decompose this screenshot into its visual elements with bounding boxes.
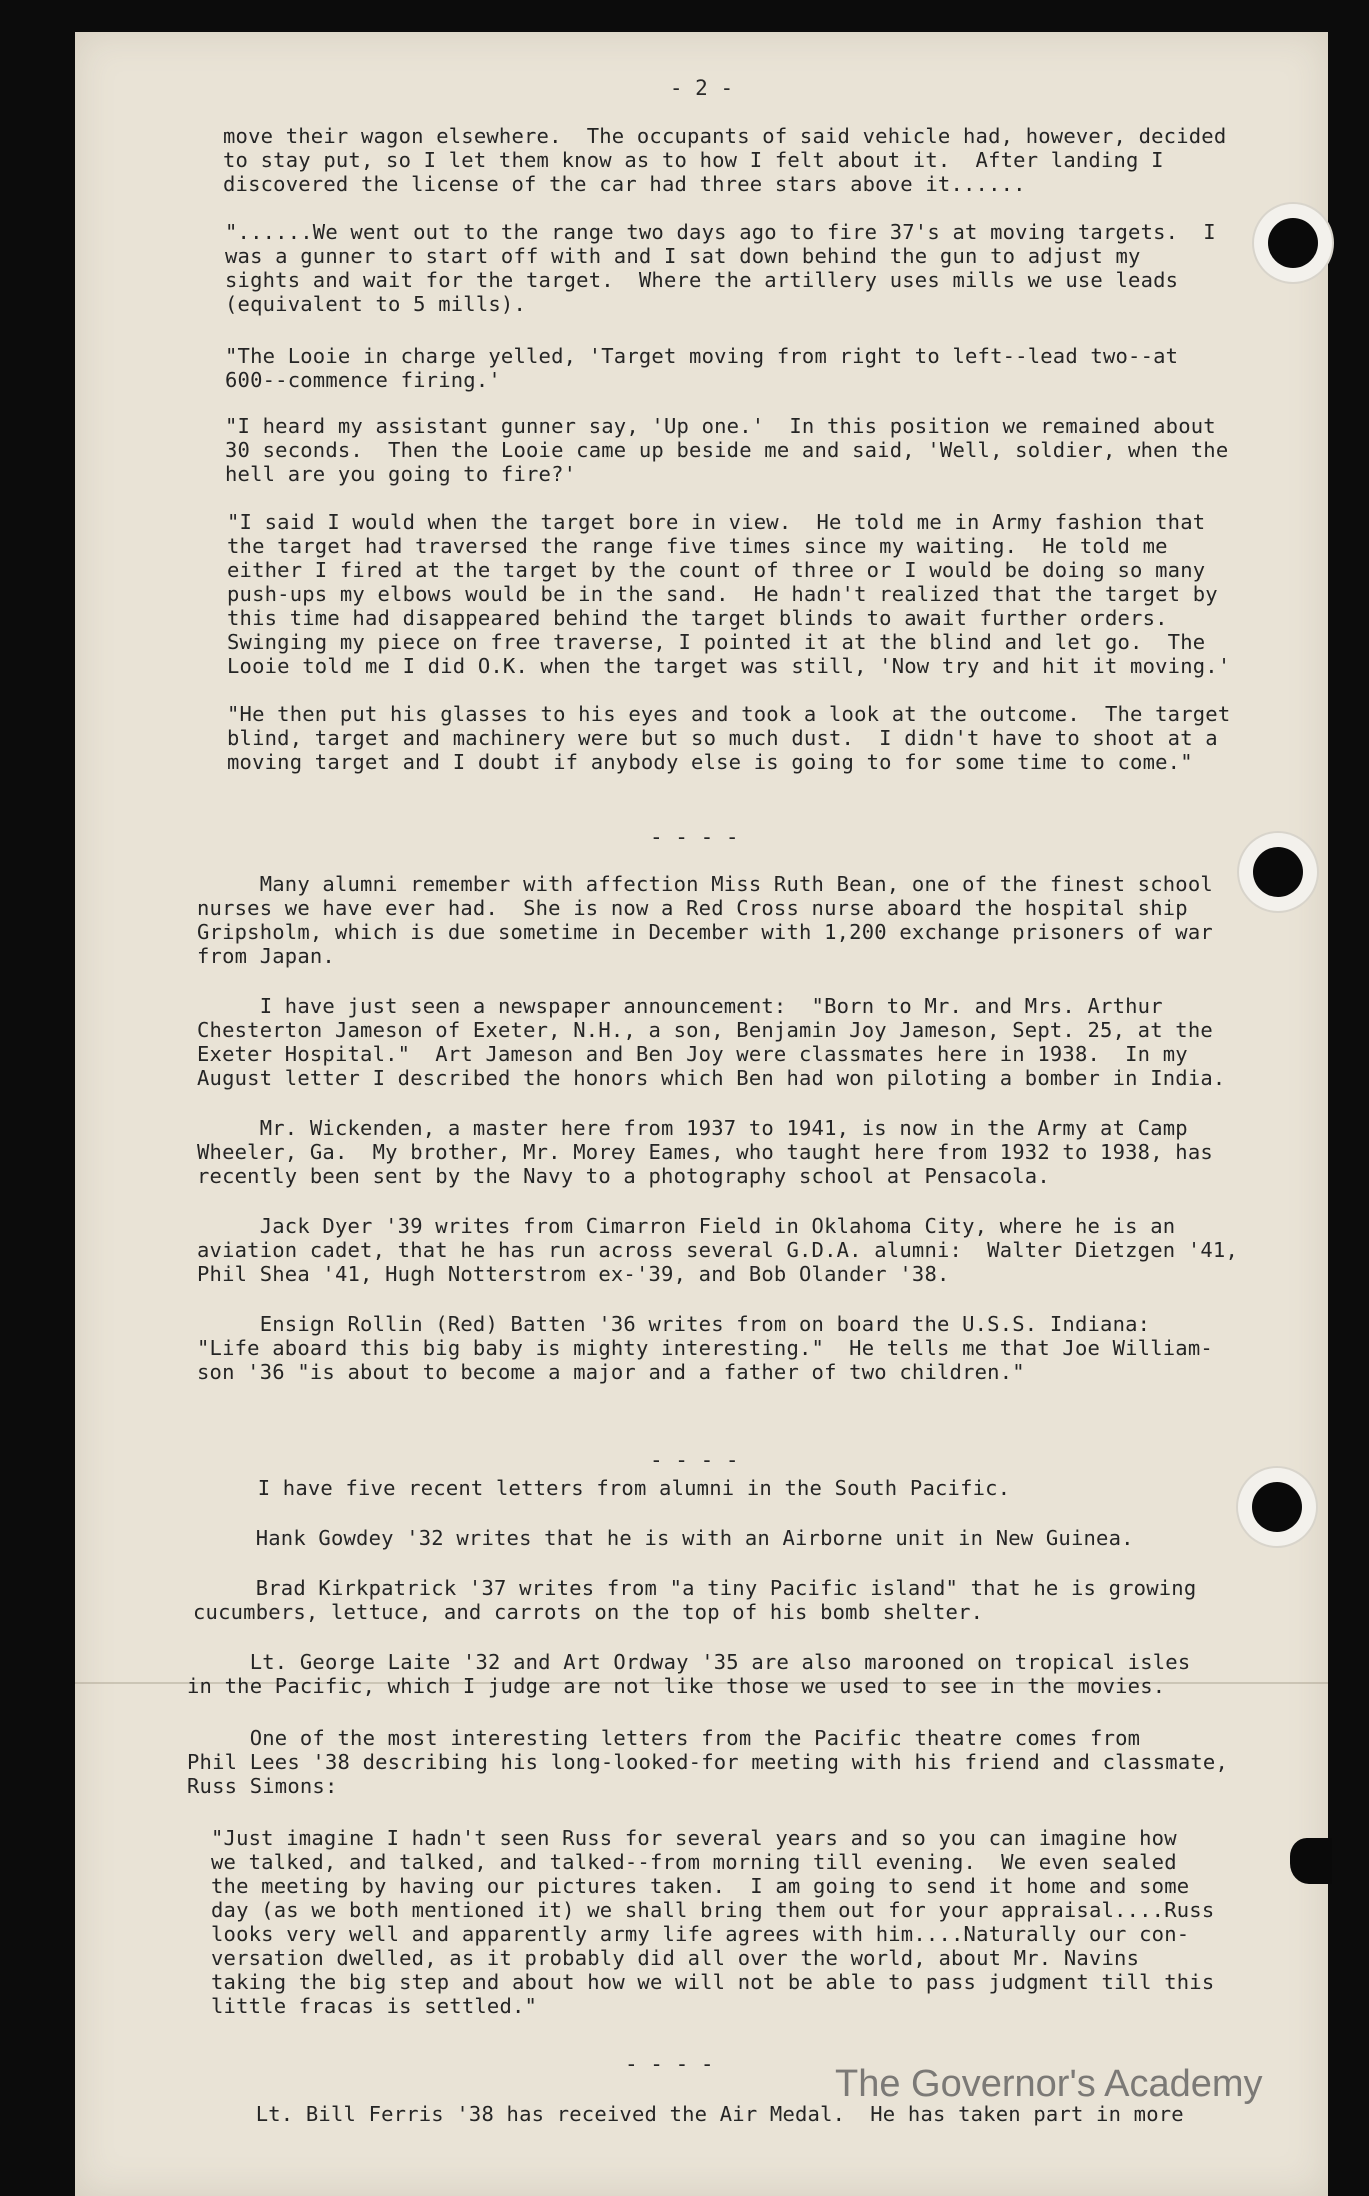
text-line: "......We went out to the range two days ago to fire 37's at moving targets. I xyxy=(225,220,1216,244)
text-line: "Just imagine I hadn't seen Russ for several years and so you can imagine how xyxy=(211,1826,1177,1850)
text-line: we talked, and talked, and talked--from morning till evening. We even sealed xyxy=(211,1850,1177,1874)
text-line: "He then put his glasses to his eyes and took a look at the outcome. The target xyxy=(227,702,1231,726)
text-line: I have just seen a newspaper announcement: "Born to Mr. and Mrs. Arthur xyxy=(197,994,1163,1018)
text-line: hell are you going to fire?' xyxy=(225,462,577,486)
torn-edge-icon xyxy=(1290,1838,1332,1884)
text-line: sights and wait for the target. Where the artillery uses mills we use leads xyxy=(225,268,1179,292)
text-line: recently been sent by the Navy to a photography school at Pensacola. xyxy=(197,1164,1050,1188)
text-line: Jack Dyer '39 writes from Cimarron Field in Oklahoma City, where he is an xyxy=(197,1214,1176,1238)
text-line: nurses we have ever had. She is now a Red Cross nurse aboard the hospital ship xyxy=(197,896,1188,920)
text-line: blind, target and machinery were but so much dust. I didn't have to shoot at a xyxy=(227,726,1218,750)
text-line: son '36 "is about to become a major and a father of two children." xyxy=(197,1360,1025,1384)
punch-hole-icon xyxy=(1268,218,1318,268)
text-line: Many alumni remember with affection Miss Ruth Bean, one of the finest school xyxy=(197,872,1213,896)
text-line: Looie told me I did O.K. when the target was still, 'Now try and hit it moving.' xyxy=(227,654,1231,678)
text-line: was a gunner to start off with and I sat down behind the gun to adjust my xyxy=(225,244,1141,268)
text-line: Chesterton Jameson of Exeter, N.H., a son, Benjamin Joy Jameson, Sept. 25, at the xyxy=(197,1018,1213,1042)
text-line: Ensign Rollin (Red) Batten '36 writes from on board the U.S.S. Indiana: xyxy=(197,1312,1151,1336)
text-line: Russ Simons: xyxy=(187,1774,338,1798)
punch-hole-icon xyxy=(1252,1482,1302,1532)
text-line: push-ups my elbows would be in the sand. He hadn't realized that the target by xyxy=(227,582,1218,606)
text-line: Swinging my piece on free traverse, I pointed it at the blind and let go. The xyxy=(227,630,1206,654)
text-line: "Life aboard this big baby is mighty interesting." He tells me that Joe William- xyxy=(197,1336,1213,1360)
text-line: to stay put, so I let them know as to how I felt about it. After landing I xyxy=(223,148,1164,172)
text-line: Wheeler, Ga. My brother, Mr. Morey Eames, who taught here from 1932 to 1938, has xyxy=(197,1140,1213,1164)
text-line: Exeter Hospital." Art Jameson and Ben Joy were classmates here in 1938. In my xyxy=(197,1042,1188,1066)
text-line: move their wagon elsewhere. The occupants of said vehicle had, however, decided xyxy=(223,124,1227,148)
text-line: 600--commence firing.' xyxy=(225,368,501,392)
text-line: One of the most interesting letters from the Pacific theatre comes from xyxy=(187,1726,1141,1750)
text-line: looks very well and apparently army life agrees with him....Naturally our con- xyxy=(211,1922,1190,1946)
text-line: "The Looie in charge yelled, 'Target moving from right to left--lead two--at xyxy=(225,344,1179,368)
text-line: taking the big step and about how we will not be able to pass judgment till this xyxy=(211,1970,1215,1994)
text-line: "I heard my assistant gunner say, 'Up one.' In this position we remained about xyxy=(225,414,1216,438)
text-line: Brad Kirkpatrick '37 writes from "a tiny Pacific island" that he is growing xyxy=(193,1576,1197,1600)
text-line: the meeting by having our pictures taken. I am going to send it home and some xyxy=(211,1874,1190,1898)
watermark: The Governor's Academy xyxy=(835,2063,1263,2105)
section-separator: - - - - xyxy=(650,1448,739,1472)
text-line: discovered the license of the car had three stars above it...... xyxy=(223,172,1026,196)
text-line: this time had disappeared behind the target blinds to await further orders. xyxy=(227,606,1168,630)
section-separator: - - - - xyxy=(650,825,739,849)
text-line: aviation cadet, that he has run across several G.D.A. alumni: Walter Dietzgen '41, xyxy=(197,1238,1238,1262)
punch-hole-icon xyxy=(1253,847,1303,897)
text-line: Lt. George Laite '32 and Art Ordway '35 are also marooned on tropical isles xyxy=(187,1650,1191,1674)
text-line: Phil Shea '41, Hugh Notterstrom ex-'39, and Bob Olander '38. xyxy=(197,1262,950,1286)
text-line: 30 seconds. Then the Looie came up beside me and said, 'Well, soldier, when the xyxy=(225,438,1229,462)
text-line: I have five recent letters from alumni in the South Pacific. xyxy=(195,1476,1011,1500)
page-number: - 2 - xyxy=(669,76,734,100)
text-line: the target had traversed the range five times since my waiting. He told me xyxy=(227,534,1168,558)
text-line: August letter I described the honors which Ben had won piloting a bomber in India. xyxy=(197,1066,1226,1090)
text-line: Hank Gowdey '32 writes that he is with an Airborne unit in New Guinea. xyxy=(193,1526,1134,1550)
text-line: "I said I would when the target bore in view. He told me in Army fashion that xyxy=(227,510,1206,534)
text-line: versation dwelled, as it probably did all over the world, about Mr. Navins xyxy=(211,1946,1140,1970)
text-line: moving target and I doubt if anybody else is going to for some time to come." xyxy=(227,750,1193,774)
text-line: day (as we both mentioned it) we shall bring them out for your appraisal....Russ xyxy=(211,1898,1215,1922)
text-line: cucumbers, lettuce, and carrots on the top of his bomb shelter. xyxy=(193,1600,984,1624)
document-page xyxy=(75,32,1328,2196)
text-line: Lt. Bill Ferris '38 has received the Air Medal. He has taken part in more xyxy=(193,2102,1184,2126)
text-line: (equivalent to 5 mills). xyxy=(225,292,527,316)
text-line: Gripsholm, which is due sometime in December with 1,200 exchange prisoners of war xyxy=(197,920,1213,944)
text-line: in the Pacific, which I judge are not like those we used to see in the movies. xyxy=(187,1674,1166,1698)
text-line: from Japan. xyxy=(197,944,335,968)
section-separator: - - - - xyxy=(625,2052,714,2076)
text-line: Mr. Wickenden, a master here from 1937 to 1941, is now in the Army at Camp xyxy=(197,1116,1188,1140)
text-line: little fracas is settled." xyxy=(211,1994,538,2018)
text-line: either I fired at the target by the count of three or I would be doing so many xyxy=(227,558,1206,582)
text-line: Phil Lees '38 describing his long-looked-for meeting with his friend and classmate, xyxy=(187,1750,1228,1774)
